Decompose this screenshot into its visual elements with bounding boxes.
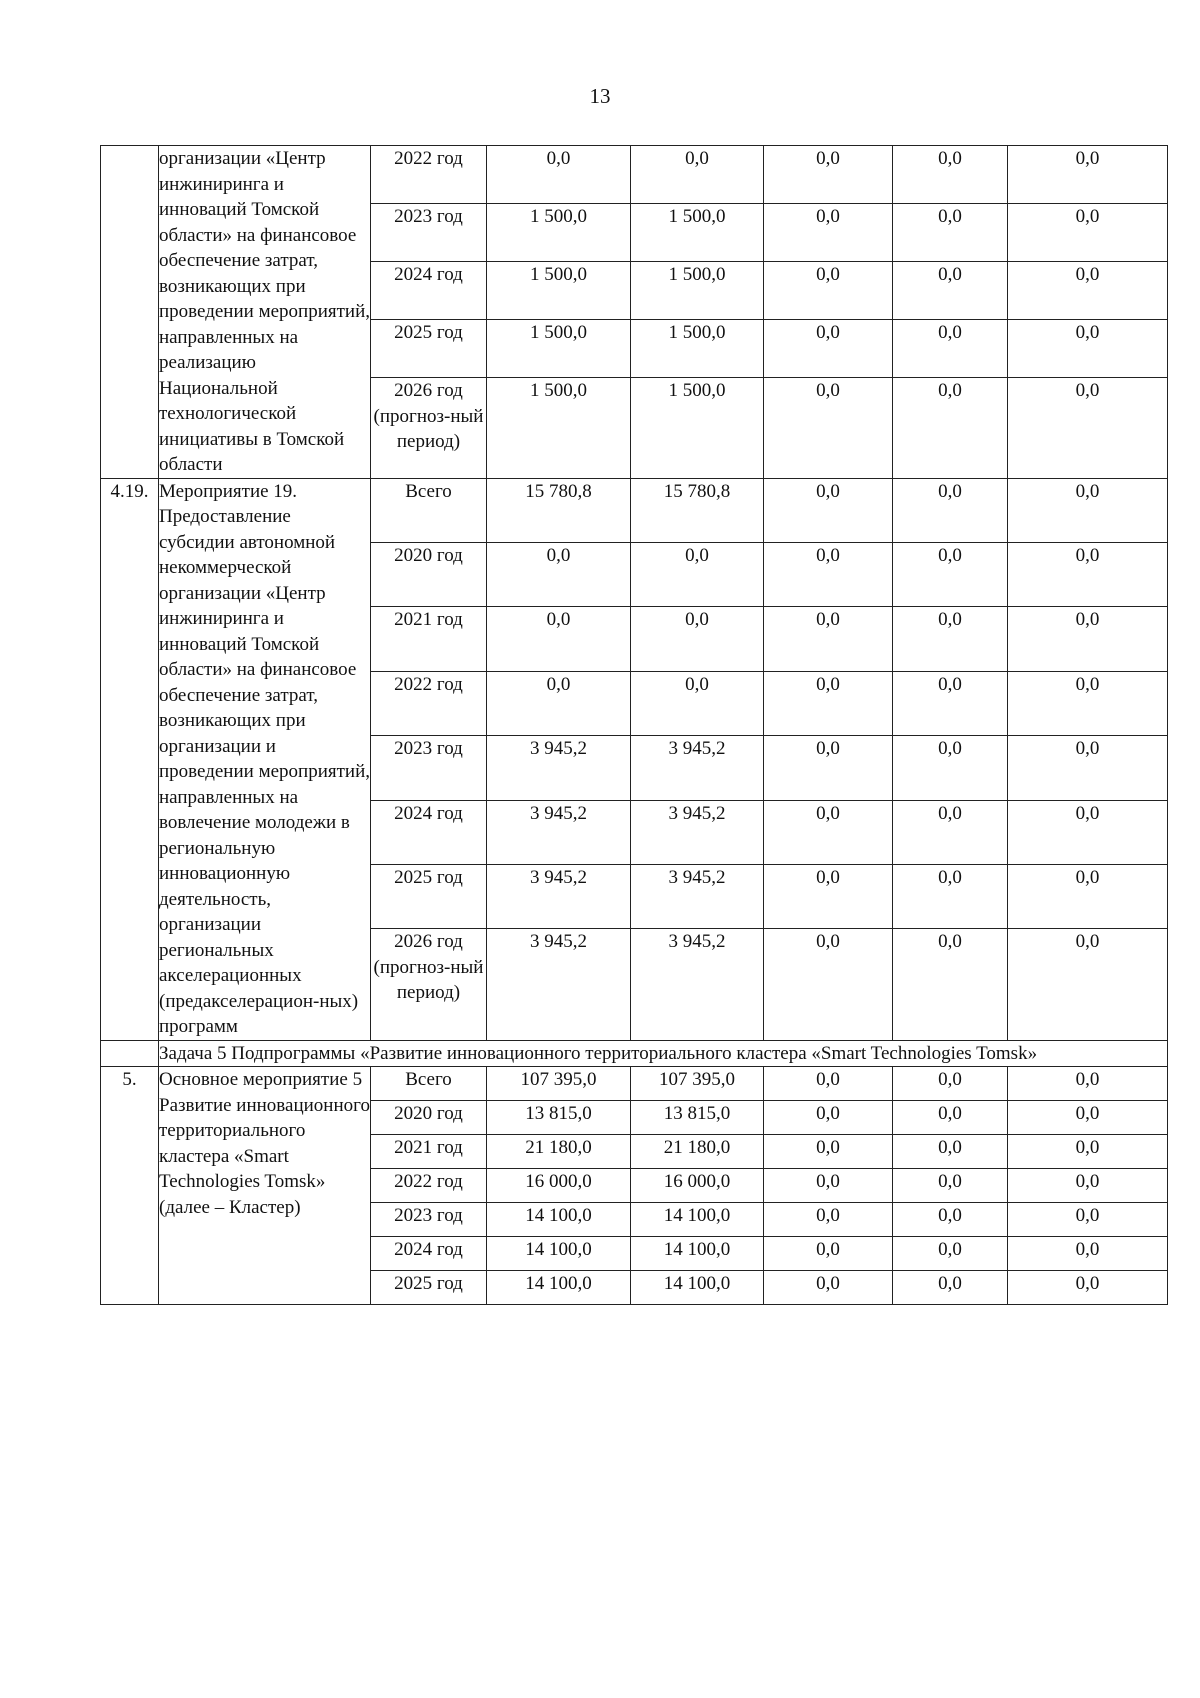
amount-cell-v3: 0,0 (764, 478, 893, 542)
amount-cell-v5: 0,0 (1008, 1203, 1168, 1237)
amount-cell-v1: 14 100,0 (487, 1237, 631, 1271)
amount-cell-v5: 0,0 (1008, 542, 1168, 606)
activity-name: Мероприятие 19. Предоставление субсидии автономной некоммерческой организации «Центр инжиниринга и инноваций Томской области» на финансовое обеспечение затрат, возникающих при организации и проведении мероприятий, направленных на вовлечение молодежи в региональную инновационную деятельность, организации региональных акселерационных (предакселерацион-ных) программ (159, 478, 371, 1040)
amount-cell-v2: 0,0 (631, 607, 764, 671)
period-cell: 2021 год (371, 607, 487, 671)
amount-cell-v1: 0,0 (487, 542, 631, 606)
amount-cell-v4: 0,0 (893, 736, 1008, 800)
amount-cell-v5: 0,0 (1008, 478, 1168, 542)
amount-cell-v3: 0,0 (764, 378, 893, 478)
amount-cell-v2: 16 000,0 (631, 1169, 764, 1203)
budget-table-body (101, 146, 1168, 1305)
amount-cell-v2: 1 500,0 (631, 378, 764, 478)
task-5-title: Задача 5 Подпрограммы «Развитие инновационного территориального кластера «Smart Technologies Tomsk» (159, 1040, 1168, 1067)
amount-cell-v1: 3 945,2 (487, 736, 631, 800)
amount-cell-v5: 0,0 (1008, 736, 1168, 800)
amount-cell-v4: 0,0 (893, 378, 1008, 478)
amount-cell-v5: 0,0 (1008, 146, 1168, 204)
period-cell: 2025 год (371, 865, 487, 929)
amount-cell-v2: 3 945,2 (631, 865, 764, 929)
amount-cell-v1: 1 500,0 (487, 378, 631, 478)
amount-cell-v3: 0,0 (764, 736, 893, 800)
amount-cell-v1: 13 815,0 (487, 1101, 631, 1135)
amount-cell-v1: 21 180,0 (487, 1135, 631, 1169)
period-cell: 2021 год (371, 1135, 487, 1169)
amount-cell-v3: 0,0 (764, 204, 893, 262)
activity-19-row (101, 478, 1168, 542)
amount-cell-v1: 14 100,0 (487, 1203, 631, 1237)
amount-cell-v1: 1 500,0 (487, 262, 631, 320)
amount-cell-v2: 14 100,0 (631, 1237, 764, 1271)
amount-cell-v5: 0,0 (1008, 262, 1168, 320)
amount-cell-v2: 3 945,2 (631, 929, 764, 1040)
task-5-row (101, 1040, 1168, 1067)
continued-block-row (101, 146, 1168, 204)
period-cell: 2024 год (371, 262, 487, 320)
period-cell: 2024 год (371, 800, 487, 864)
activity-name: организации «Центр инжиниринга и инноваций Томской области» на финансовое обеспечение затрат, возникающих при проведении мероприятий, направленных на реализацию Национальной технологической инициативы в Томской области (159, 146, 371, 479)
amount-cell-v5: 0,0 (1008, 1237, 1168, 1271)
amount-cell-v1: 3 945,2 (487, 929, 631, 1040)
amount-cell-v1: 0,0 (487, 146, 631, 204)
period-cell: 2024 год (371, 1237, 487, 1271)
amount-cell-v5: 0,0 (1008, 204, 1168, 262)
amount-cell-v2: 1 500,0 (631, 204, 764, 262)
amount-cell-v2: 13 815,0 (631, 1101, 764, 1135)
amount-cell-v2: 0,0 (631, 671, 764, 735)
page-number: 13 (589, 84, 611, 108)
amount-cell-v3: 0,0 (764, 1203, 893, 1237)
period-cell: 2022 год (371, 1169, 487, 1203)
amount-cell-v2: 3 945,2 (631, 800, 764, 864)
amount-cell-v3: 0,0 (764, 800, 893, 864)
amount-cell-v1: 0,0 (487, 671, 631, 735)
amount-cell-v2: 3 945,2 (631, 736, 764, 800)
amount-cell-v4: 0,0 (893, 1169, 1008, 1203)
amount-cell-v3: 0,0 (764, 1169, 893, 1203)
period-cell: 2020 год (371, 1101, 487, 1135)
amount-cell-v1: 16 000,0 (487, 1169, 631, 1203)
amount-cell-v3: 0,0 (764, 865, 893, 929)
amount-cell-v5: 0,0 (1008, 1271, 1168, 1305)
amount-cell-v4: 0,0 (893, 929, 1008, 1040)
amount-cell-v4: 0,0 (893, 478, 1008, 542)
amount-cell-v2: 107 395,0 (631, 1067, 764, 1101)
amount-cell-v4: 0,0 (893, 1203, 1008, 1237)
amount-cell-v1: 14 100,0 (487, 1271, 631, 1305)
period-cell: Всего (371, 478, 487, 542)
amount-cell-v4: 0,0 (893, 1067, 1008, 1101)
amount-cell-v1: 107 395,0 (487, 1067, 631, 1101)
amount-cell-v1: 3 945,2 (487, 865, 631, 929)
amount-cell-v2: 21 180,0 (631, 1135, 764, 1169)
period-cell: 2026 год (прогноз-ный период) (371, 929, 487, 1040)
amount-cell-v5: 0,0 (1008, 1169, 1168, 1203)
amount-cell-v1: 0,0 (487, 607, 631, 671)
amount-cell-v3: 0,0 (764, 607, 893, 671)
amount-cell-v5: 0,0 (1008, 671, 1168, 735)
amount-cell-v5: 0,0 (1008, 378, 1168, 478)
amount-cell-v3: 0,0 (764, 929, 893, 1040)
row-number: 5. (101, 1067, 159, 1305)
period-cell: 2025 год (371, 1271, 487, 1305)
budget-table (100, 145, 1168, 1305)
amount-cell-v5: 0,0 (1008, 607, 1168, 671)
amount-cell-v5: 0,0 (1008, 929, 1168, 1040)
amount-cell-v4: 0,0 (893, 1271, 1008, 1305)
amount-cell-v1: 15 780,8 (487, 478, 631, 542)
period-cell: 2026 год (прогноз-ный период) (371, 378, 487, 478)
amount-cell-v2: 14 100,0 (631, 1203, 764, 1237)
period-cell: 2023 год (371, 204, 487, 262)
amount-cell-v3: 0,0 (764, 1237, 893, 1271)
amount-cell-v4: 0,0 (893, 320, 1008, 378)
amount-cell-v4: 0,0 (893, 800, 1008, 864)
amount-cell-v4: 0,0 (893, 671, 1008, 735)
amount-cell-v4: 0,0 (893, 262, 1008, 320)
amount-cell-v2: 1 500,0 (631, 262, 764, 320)
task-5-number-cell (101, 1040, 159, 1067)
period-cell: 2023 год (371, 1203, 487, 1237)
amount-cell-v5: 0,0 (1008, 1135, 1168, 1169)
amount-cell-v1: 3 945,2 (487, 800, 631, 864)
row-number: 4.19. (101, 478, 159, 1040)
amount-cell-v3: 0,0 (764, 320, 893, 378)
amount-cell-v4: 0,0 (893, 1101, 1008, 1135)
amount-cell-v3: 0,0 (764, 146, 893, 204)
row-number (101, 146, 159, 479)
amount-cell-v1: 1 500,0 (487, 320, 631, 378)
amount-cell-v3: 0,0 (764, 1067, 893, 1101)
amount-cell-v4: 0,0 (893, 1135, 1008, 1169)
main-activity-5-row (101, 1067, 1168, 1101)
amount-cell-v3: 0,0 (764, 671, 893, 735)
amount-cell-v5: 0,0 (1008, 1067, 1168, 1101)
amount-cell-v2: 14 100,0 (631, 1271, 764, 1305)
amount-cell-v4: 0,0 (893, 607, 1008, 671)
amount-cell-v4: 0,0 (893, 865, 1008, 929)
amount-cell-v2: 0,0 (631, 542, 764, 606)
amount-cell-v5: 0,0 (1008, 865, 1168, 929)
amount-cell-v5: 0,0 (1008, 1101, 1168, 1135)
activity-name: Основное мероприятие 5 Развитие инновационного территориального кластера «Smart Technologies Tomsk» (далее – Кластер) (159, 1067, 371, 1305)
amount-cell-v4: 0,0 (893, 146, 1008, 204)
period-cell: 2020 год (371, 542, 487, 606)
amount-cell-v3: 0,0 (764, 1135, 893, 1169)
amount-cell-v2: 1 500,0 (631, 320, 764, 378)
amount-cell-v3: 0,0 (764, 1271, 893, 1305)
period-cell: Всего (371, 1067, 487, 1101)
amount-cell-v5: 0,0 (1008, 320, 1168, 378)
amount-cell-v2: 0,0 (631, 146, 764, 204)
period-cell: 2022 год (371, 146, 487, 204)
amount-cell-v1: 1 500,0 (487, 204, 631, 262)
amount-cell-v4: 0,0 (893, 204, 1008, 262)
amount-cell-v3: 0,0 (764, 1101, 893, 1135)
amount-cell-v3: 0,0 (764, 542, 893, 606)
period-cell: 2023 год (371, 736, 487, 800)
amount-cell-v3: 0,0 (764, 262, 893, 320)
amount-cell-v5: 0,0 (1008, 800, 1168, 864)
amount-cell-v4: 0,0 (893, 542, 1008, 606)
amount-cell-v4: 0,0 (893, 1237, 1008, 1271)
period-cell: 2022 год (371, 671, 487, 735)
amount-cell-v2: 15 780,8 (631, 478, 764, 542)
period-cell: 2025 год (371, 320, 487, 378)
